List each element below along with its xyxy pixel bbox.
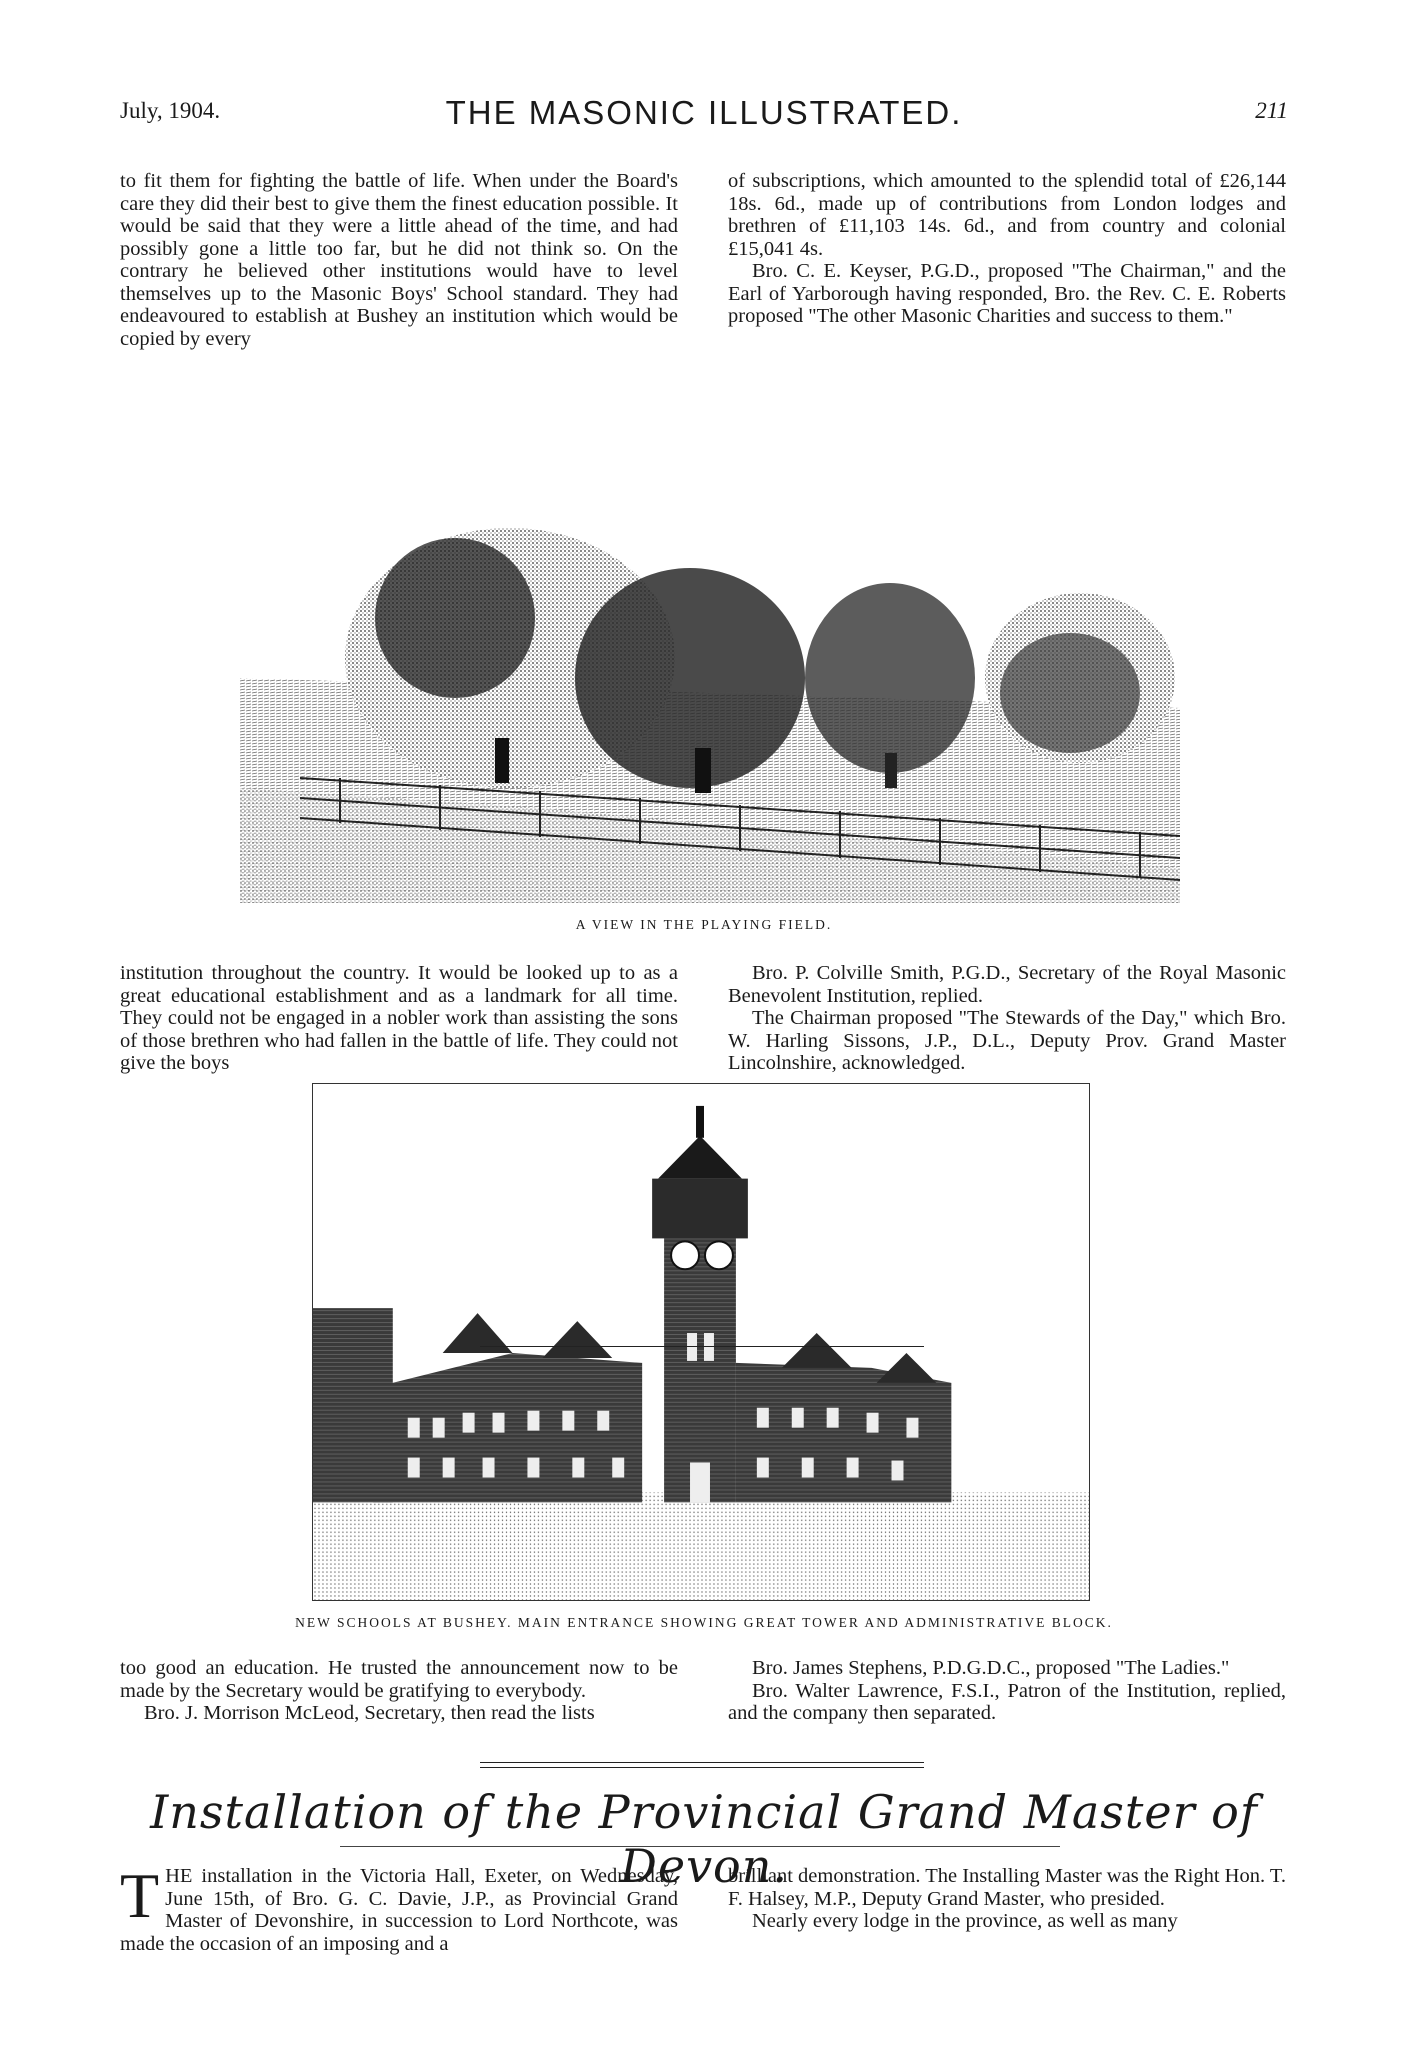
paragraph: of subscriptions, which amounted to the splendid total of £26,144 18s. 6d., made up of contributions from London lodges and brethren of £11,103 14s. 6d., and from country and colonial £15,041 4s. xyxy=(728,170,1286,260)
page-header xyxy=(120,94,1288,134)
playing-field-photo xyxy=(240,478,1180,903)
section-divider-top xyxy=(480,1762,924,1763)
column-left-block3 xyxy=(120,1657,678,1725)
paragraph: too good an education. He trusted the announcement now to be made by the Secretary would be gratifying to everybody. xyxy=(120,1657,678,1702)
drop-cap: T xyxy=(120,1860,160,1931)
figure-caption: NEW SCHOOLS AT BUSHEY. MAIN ENTRANCE SHOWING GREAT TOWER AND ADMINISTRATIVE BLOCK. xyxy=(295,1615,1113,1630)
page-number: 211 xyxy=(1255,98,1288,123)
paragraph: Nearly every lodge in the province, as well as many xyxy=(752,1910,1178,1932)
column-left-block4 xyxy=(120,1860,678,1955)
column-right-block2 xyxy=(728,962,1286,1075)
figure-caption: A VIEW IN THE PLAYING FIELD. xyxy=(575,917,833,932)
paragraph: Bro. Walter Lawrence, F.S.I., Patron of the Institution, replied, and the company then separated. xyxy=(728,1679,1286,1724)
column-right-block1 xyxy=(728,170,1286,328)
paragraph: brilliant demonstration. The Installing Master was the Right Hon. T. F. Halsey, M.P., Deputy Grand Master, who presided. xyxy=(728,1865,1286,1910)
column-left-block1 xyxy=(120,170,678,350)
column-right-block3 xyxy=(728,1657,1286,1725)
title-underline xyxy=(340,1846,1060,1847)
paragraph: to fit them for fighting the battle of life. When under the Board's care they did their best to give them the finest education possible. It would be said that they were a little ahead of the time, and had possibly gone a little too far, but he did not think so. On the contrary he believed other institutions would have to level themselves up to the Masonic Boys' School standard. They had endeavoured to establish at Bushey an institution which would be copied by every xyxy=(120,170,678,350)
paragraph: Bro. P. Colville Smith, P.G.D., Secretary of the Royal Masonic Benevolent Institution, replied. xyxy=(728,962,1286,1007)
section-divider-bottom xyxy=(480,1767,924,1768)
paragraph: Bro. James Stephens, P.D.G.D.C., proposed "The Ladies." xyxy=(752,1657,1230,1679)
column-right-block4 xyxy=(728,1865,1286,1933)
paragraph: Bro. C. E. Keyser, P.G.D., proposed "The Chairman," and the Earl of Yarborough having responded, Bro. the Rev. C. E. Roberts proposed "The other Masonic Charities and success to them." xyxy=(728,260,1286,327)
paragraph: The Chairman proposed "The Stewards of the Day," which Bro. W. Harling Sissons, J.P., D.L., Deputy Prov. Grand Master Lincolnshire, acknowledged. xyxy=(728,1007,1286,1074)
paragraph: Bro. J. Morrison McLeod, Secretary, then read the lists xyxy=(144,1702,595,1724)
section-divider xyxy=(480,1346,924,1347)
publication-title: THE MASONIC ILLUSTRATED. xyxy=(445,94,963,131)
bushey-schools-photo xyxy=(312,1083,1090,1601)
column-left-block2 xyxy=(120,962,678,1075)
issue-date: July, 1904. xyxy=(120,98,221,123)
paragraph xyxy=(120,1860,678,1955)
paragraph-text: HE installation in the Victoria Hall, Exeter, on Wednesday, June 15th, of Bro. G. C. Davie, J.P., as Provincial Grand Master of Devonshire, in succession to Lord Northcote, was made the occasion of an imposing and a xyxy=(120,1865,678,1955)
section-heading: Installation of the Provincial Grand Master of Devon. xyxy=(150,1785,1258,1893)
paragraph: institution throughout the country. It would be looked up to as a great educational establishment and as a landmark for all time. They could not be engaged in a nobler work than assisting the sons of those brethren who had fallen in the battle of life. They could not give the boys xyxy=(120,962,678,1074)
